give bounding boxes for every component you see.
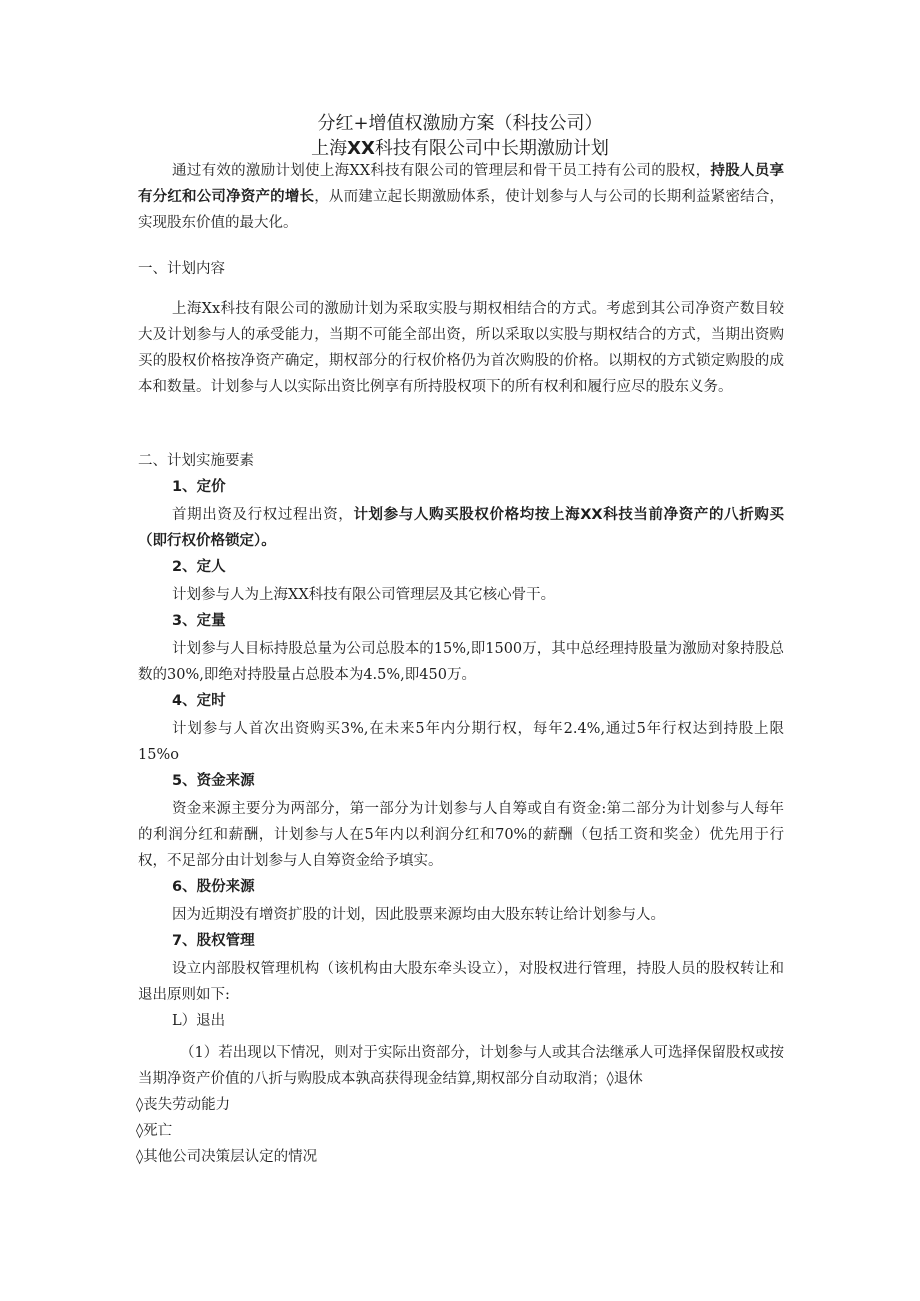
- item-5-heading: 5、资金来源: [172, 773, 255, 789]
- item-1-heading: 1、定价: [172, 479, 226, 495]
- item-7-sub-heading: L）退出: [172, 1013, 226, 1029]
- intro-paragraph: [138, 158, 784, 236]
- bullet-item-2: ◊死亡: [136, 1123, 173, 1139]
- item-4-heading: 4、定时: [172, 693, 226, 709]
- intro-text-2: ，从而建立起长期激励体系，使计划参与人与公司的长期利益紧密结合，实现股东价值的最大化。: [138, 189, 784, 231]
- subtitle-post: 科技有限公司中长期激励计划: [374, 138, 609, 159]
- subtitle-pre: 上海: [311, 138, 348, 159]
- intro-text-1: 通过有效的激励计划使上海XX科技有限公司的管理层和骨干员工持有公司的股权，: [172, 163, 711, 179]
- item-6-paragraph: 因为近期没有增资扩股的计划，因此股票来源均由大股东转让给计划参与人。: [172, 907, 665, 923]
- item-1-bold: 计划参与人购买股权价格均按上海XX科技当前净资产的八折购买（即行权价格锁定）。: [138, 507, 785, 549]
- item-6-heading: 6、股份来源: [172, 879, 255, 895]
- bullet-item-1: ◊丧失劳动能力: [136, 1097, 231, 1113]
- intro-bold: 持股人员享有分红和公司净资产的增长: [138, 163, 784, 205]
- item-3-heading: 3、定量: [172, 613, 226, 629]
- item-1-text: 首期出资及行权过程出资，: [172, 507, 354, 523]
- item-5-paragraph: 资金来源主要分为两部分，第一部分为计划参与人自筹或自有资金:第二部分为计划参与人每年的利润分红和薪酬，计划参与人在5年内以利润分红和70%的薪酬（包括工资和奖金）优先用于行权，不足部分由计划参与人自筹资金给予填实。: [138, 801, 784, 869]
- item-2-paragraph: 计划参与人为上海XX科技有限公司管理层及其它核心骨干。: [172, 587, 556, 603]
- item-1-paragraph: [138, 502, 784, 554]
- subtitle-bold: XX: [347, 138, 375, 159]
- item-3-paragraph: 计划参与人目标持股总量为公司总股本的15%,即1500万，其中总经理持股量为激励对象持股总数的30%,即绝对持股量占总股本为4.5%,即450万。: [138, 641, 784, 683]
- section-1-paragraph: 上海Xx科技有限公司的激励计划为采取实股与期权相结合的方式。考虑到其公司净资产数目较大及计划参与人的承受能力，当期不可能全部出资，所以采取以实股与期权结合的方式，当期出资购买的股权价格按净资产确定，期权部分的行权价格仍为首次购股的价格。以期权的方式锁定购股的成本和数量。计划参与人以实际出资比例享有所持股权项下的所有权利和履行应尽的股东义务。: [138, 301, 784, 395]
- item-4-paragraph: 计划参与人首次出资购买3%,在未来5年内分期行权，每年2.4%,通过5年行权达到持股上限15%o: [138, 721, 784, 763]
- document-title: 分红+增值权激励方案（科技公司）: [317, 113, 603, 134]
- bullet-item-3: ◊其他公司决策层认定的情况: [136, 1149, 318, 1165]
- section-1-heading: 一、计划内容: [138, 261, 225, 277]
- section-2-heading: 二、计划实施要素: [138, 453, 254, 469]
- item-7-heading: 7、股权管理: [172, 933, 255, 949]
- item-2-heading: 2、定人: [172, 559, 226, 575]
- item-7-paragraph: 设立内部股权管理机构（该机构由大股东牵头设立），对股权进行管理，持股人员的股权转让和退出原则如下:: [138, 961, 784, 1003]
- item-7-sub-paragraph: （1）若出现以下情况，则对于实际出资部分，计划参与人或其合法继承人可选择保留股权或按当期净资产价值的八折与购股成本孰高获得现金结算,期权部分自动取消；◊退休: [138, 1045, 784, 1087]
